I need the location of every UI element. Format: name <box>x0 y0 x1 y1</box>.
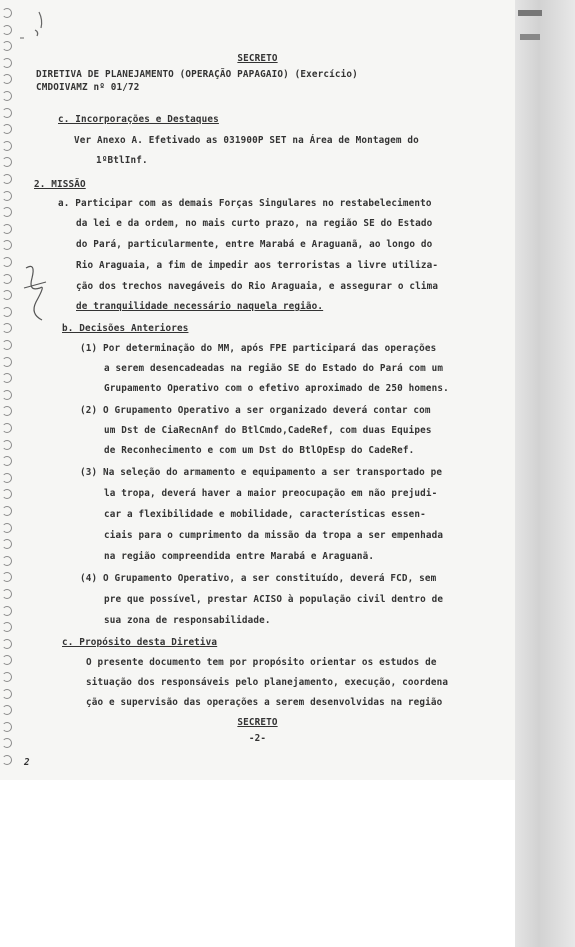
binder-ring <box>2 639 12 649</box>
b4-line-2: pre que possível, prestar ACISO à população civil dentro de <box>104 594 444 605</box>
classification-bottom: SECRETO <box>237 717 278 728</box>
binder-ring <box>2 25 12 35</box>
binder-ring <box>2 141 12 151</box>
para-a-line-5: ção dos trechos navegáveis do Rio Araguaia, e assegurar o clima <box>76 281 439 292</box>
b4-line-1: (4) O Grupamento Operativo, a ser constituído, deverá FCD, sem <box>80 573 437 584</box>
binder-ring <box>2 373 12 383</box>
para-a-line-2: da lei e da ordem, no mais curto prazo, na região SE do Estado <box>76 218 433 229</box>
b2-line-1: (2) O Grupamento Operativo a ser organizado deverá contar com <box>80 405 431 416</box>
binder-ring <box>2 91 12 101</box>
binder-ring <box>2 108 12 118</box>
page-number: -2- <box>248 733 267 744</box>
para-c-line-1: O presente documento tem por propósito orientar os estudos de <box>86 657 437 668</box>
section-c-heading: c. Incorporações e Destaques <box>58 114 219 125</box>
binder-ring <box>2 224 12 234</box>
binder-ring <box>2 523 12 533</box>
b3-line-3: car a flexibilidade e mobilidade, características essen- <box>104 509 426 520</box>
para-a-line-1: a. Participar com as demais Forças Singulares no restabelecimento <box>58 198 432 209</box>
b1-line-3: Grupamento Operativo com o efetivo aproximado de 250 homens. <box>104 383 449 394</box>
binder-ring <box>2 257 12 267</box>
b2-line-3: de Reconhecimento e com um Dst do BtlOpEsp do CadeRef. <box>104 445 415 456</box>
b4-line-3: sua zona de responsabilidade. <box>104 615 271 626</box>
scan-artifact-icon <box>516 6 546 46</box>
binder-ring <box>2 290 12 300</box>
binder-ring <box>2 340 12 350</box>
binder-ring <box>2 406 12 416</box>
binder-ring <box>2 556 12 566</box>
binder-ring <box>2 755 12 765</box>
binder-ring <box>2 174 12 184</box>
binder-ring <box>2 157 12 167</box>
directive-title: DIRETIVA DE PLANEJAMENTO (OPERAÇÃO PAPAGAIO) (Exercício) <box>36 69 358 80</box>
para-a-line-3: do Pará, particularmente, entre Marabá e Araguanã, ao longo do <box>76 239 433 250</box>
binder-ring <box>2 655 12 665</box>
section-c-line-2: 1ºBtlInf. <box>96 155 148 166</box>
binder-ring <box>2 124 12 134</box>
binder-ring <box>2 589 12 599</box>
binder-rings <box>0 8 14 778</box>
binder-ring <box>2 240 12 250</box>
para-a-line-4: Rio Araguaia, a fim de impedir aos terroristas a livre utiliza- <box>76 260 439 271</box>
binder-ring <box>2 672 12 682</box>
para-c-heading: c. Propósito desta Diretiva <box>62 637 218 648</box>
binder-ring <box>2 274 12 284</box>
binder-ring <box>2 41 12 51</box>
b2-line-2: um Dst de CiaRecnAnf do BtlCmdo,CadeRef, com duas Equipes <box>104 425 432 436</box>
binder-ring <box>2 390 12 400</box>
binder-ring <box>2 357 12 367</box>
binder-ring <box>2 307 12 317</box>
binder-ring <box>2 539 12 549</box>
binder-ring <box>2 506 12 516</box>
binder-ring <box>2 572 12 582</box>
b1-line-2: a serem desencadeadas na região SE do Estado do Pará com um <box>104 363 444 374</box>
binder-ring <box>2 440 12 450</box>
b3-line-1: (3) Na seleção do armamento e equipamento a ser transportado pe <box>80 467 443 478</box>
binder-ring <box>2 489 12 499</box>
binder-ring <box>2 191 12 201</box>
binder-ring <box>2 606 12 616</box>
b3-line-4: ciais para o cumprimento da missão da tropa a ser empenhada <box>104 530 444 541</box>
binder-ring <box>2 423 12 433</box>
section-c-line-1: Ver Anexo A. Efetivado as 031900P SET na Área de Montagem do <box>74 135 419 146</box>
binder-ring <box>2 473 12 483</box>
binder-ring <box>2 8 12 18</box>
binder-ring <box>2 705 12 715</box>
binder-ring <box>2 207 12 217</box>
directive-reference: CMDOIVAMZ nº 01/72 <box>36 82 140 93</box>
pencil-mark-icon <box>15 8 55 48</box>
margin-mark: 2 <box>24 757 30 768</box>
binder-ring <box>2 456 12 466</box>
para-c-line-2: situação dos responsáveis pelo planejamento, execução, coordena <box>86 677 449 688</box>
para-c-line-3: ção e supervisão das operações a serem desenvolvidas na região <box>86 697 443 708</box>
handwritten-signature-icon <box>22 258 50 328</box>
section-2-heading: 2. MISSÃO <box>34 179 86 190</box>
b3-line-5: na região compreendida entre Marabá e Araguanã. <box>104 551 375 562</box>
para-a-line-6: de tranquilidade necessário naquela região. <box>76 301 324 312</box>
classification-top: SECRETO <box>237 53 278 64</box>
binder-ring <box>2 74 12 84</box>
binder-ring <box>2 622 12 632</box>
b3-line-2: la tropa, deverá haver a maior preocupação em não prejudi- <box>104 488 438 499</box>
b1-line-1: (1) Por determinação do MM, após FPE participará das operações <box>80 343 437 354</box>
binder-ring <box>2 689 12 699</box>
para-b-heading: b. Decisões Anteriores <box>62 323 189 334</box>
scan-edge <box>515 0 575 947</box>
binder-ring <box>2 323 12 333</box>
